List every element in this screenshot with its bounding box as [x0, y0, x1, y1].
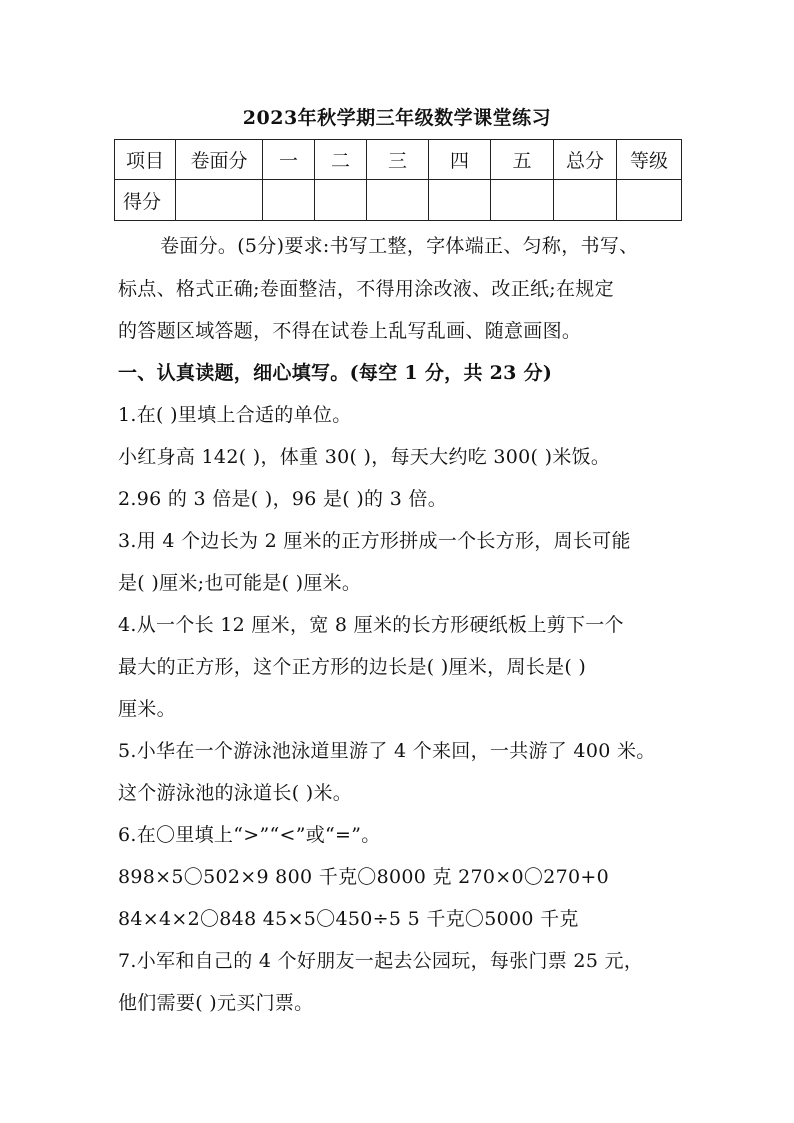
- score-cell[interactable]: [367, 180, 429, 221]
- question-line: 最大的正方形，这个正方形的边长是( )厘米，周长是( ): [118, 656, 587, 678]
- question-line: 2.96 的 3 倍是( )，96 是( )的 3 倍。: [118, 488, 448, 510]
- question-line: 7.小军和自己的 4 个好朋友一起去公园玩，每张门票 25 元，: [118, 950, 644, 972]
- question-line: 4.从一个长 12 厘米，宽 8 厘米的长方形硬纸板上剪下一个: [118, 614, 624, 636]
- score-table-score-row: [115, 180, 682, 221]
- score-cell[interactable]: [491, 180, 554, 221]
- score-cell[interactable]: [617, 180, 682, 221]
- score-table: [114, 139, 682, 221]
- score-cell[interactable]: [176, 180, 263, 221]
- row-label-cell: 得分: [115, 180, 176, 221]
- header-cell: 一: [263, 140, 315, 180]
- header-cell: 五: [491, 140, 554, 180]
- score-cell[interactable]: [554, 180, 617, 221]
- question-line: 3.用 4 个边长为 2 厘米的正方形拼成一个长方形，周长可能: [118, 530, 631, 552]
- question-line: 5.小华在一个游泳池泳道里游了 4 个来回，一共游了 400 米。: [118, 740, 656, 762]
- header-cell: 项目: [115, 140, 176, 180]
- score-cell[interactable]: [429, 180, 491, 221]
- header-cell: 卷面分: [176, 140, 263, 180]
- question-line: 他们需要( )元买门票。: [118, 992, 314, 1014]
- header-cell: 三: [367, 140, 429, 180]
- question-line: 小红身高 142( )，体重 30( )，每天大约吃 300( )米饭。: [118, 446, 611, 468]
- question-line: 是( )厘米;也可能是( )厘米。: [118, 572, 362, 594]
- header-cell: 总分: [554, 140, 617, 180]
- score-cell[interactable]: [315, 180, 367, 221]
- question-line: 898×5〇502×9 800 千克〇8000 克 270×0〇270+0: [118, 866, 609, 888]
- page-title: 2023年秋学期三年级数学课堂练习: [242, 107, 552, 129]
- question-line: 厘米。: [118, 698, 176, 720]
- intro-line: 卷面分。(5分)要求:书写工整，字体端正、匀称，书写、: [160, 235, 639, 257]
- question-line: 这个游泳池的泳道长( )米。: [118, 782, 353, 804]
- score-table-header-row: [115, 140, 682, 180]
- question-line: 6.在〇里填上“>”“<”或“=”。: [118, 824, 381, 846]
- score-cell[interactable]: [263, 180, 315, 221]
- intro-line: 的答题区域答题，不得在试卷上乱写乱画、随意画图。: [118, 320, 582, 342]
- question-line: 1.在( )里填上合适的单位。: [118, 404, 352, 426]
- section-heading: 一、认真读题，细心填写。(每空 1 分，共 23 分): [118, 362, 553, 384]
- header-cell: 四: [429, 140, 491, 180]
- header-cell: 等级: [617, 140, 682, 180]
- intro-line: 标点、格式正确;卷面整洁，不得用涂改液、改正纸;在规定: [118, 278, 614, 300]
- header-cell: 二: [315, 140, 367, 180]
- question-line: 84×4×2〇848 45×5〇450÷5 5 千克〇5000 千克: [118, 908, 579, 930]
